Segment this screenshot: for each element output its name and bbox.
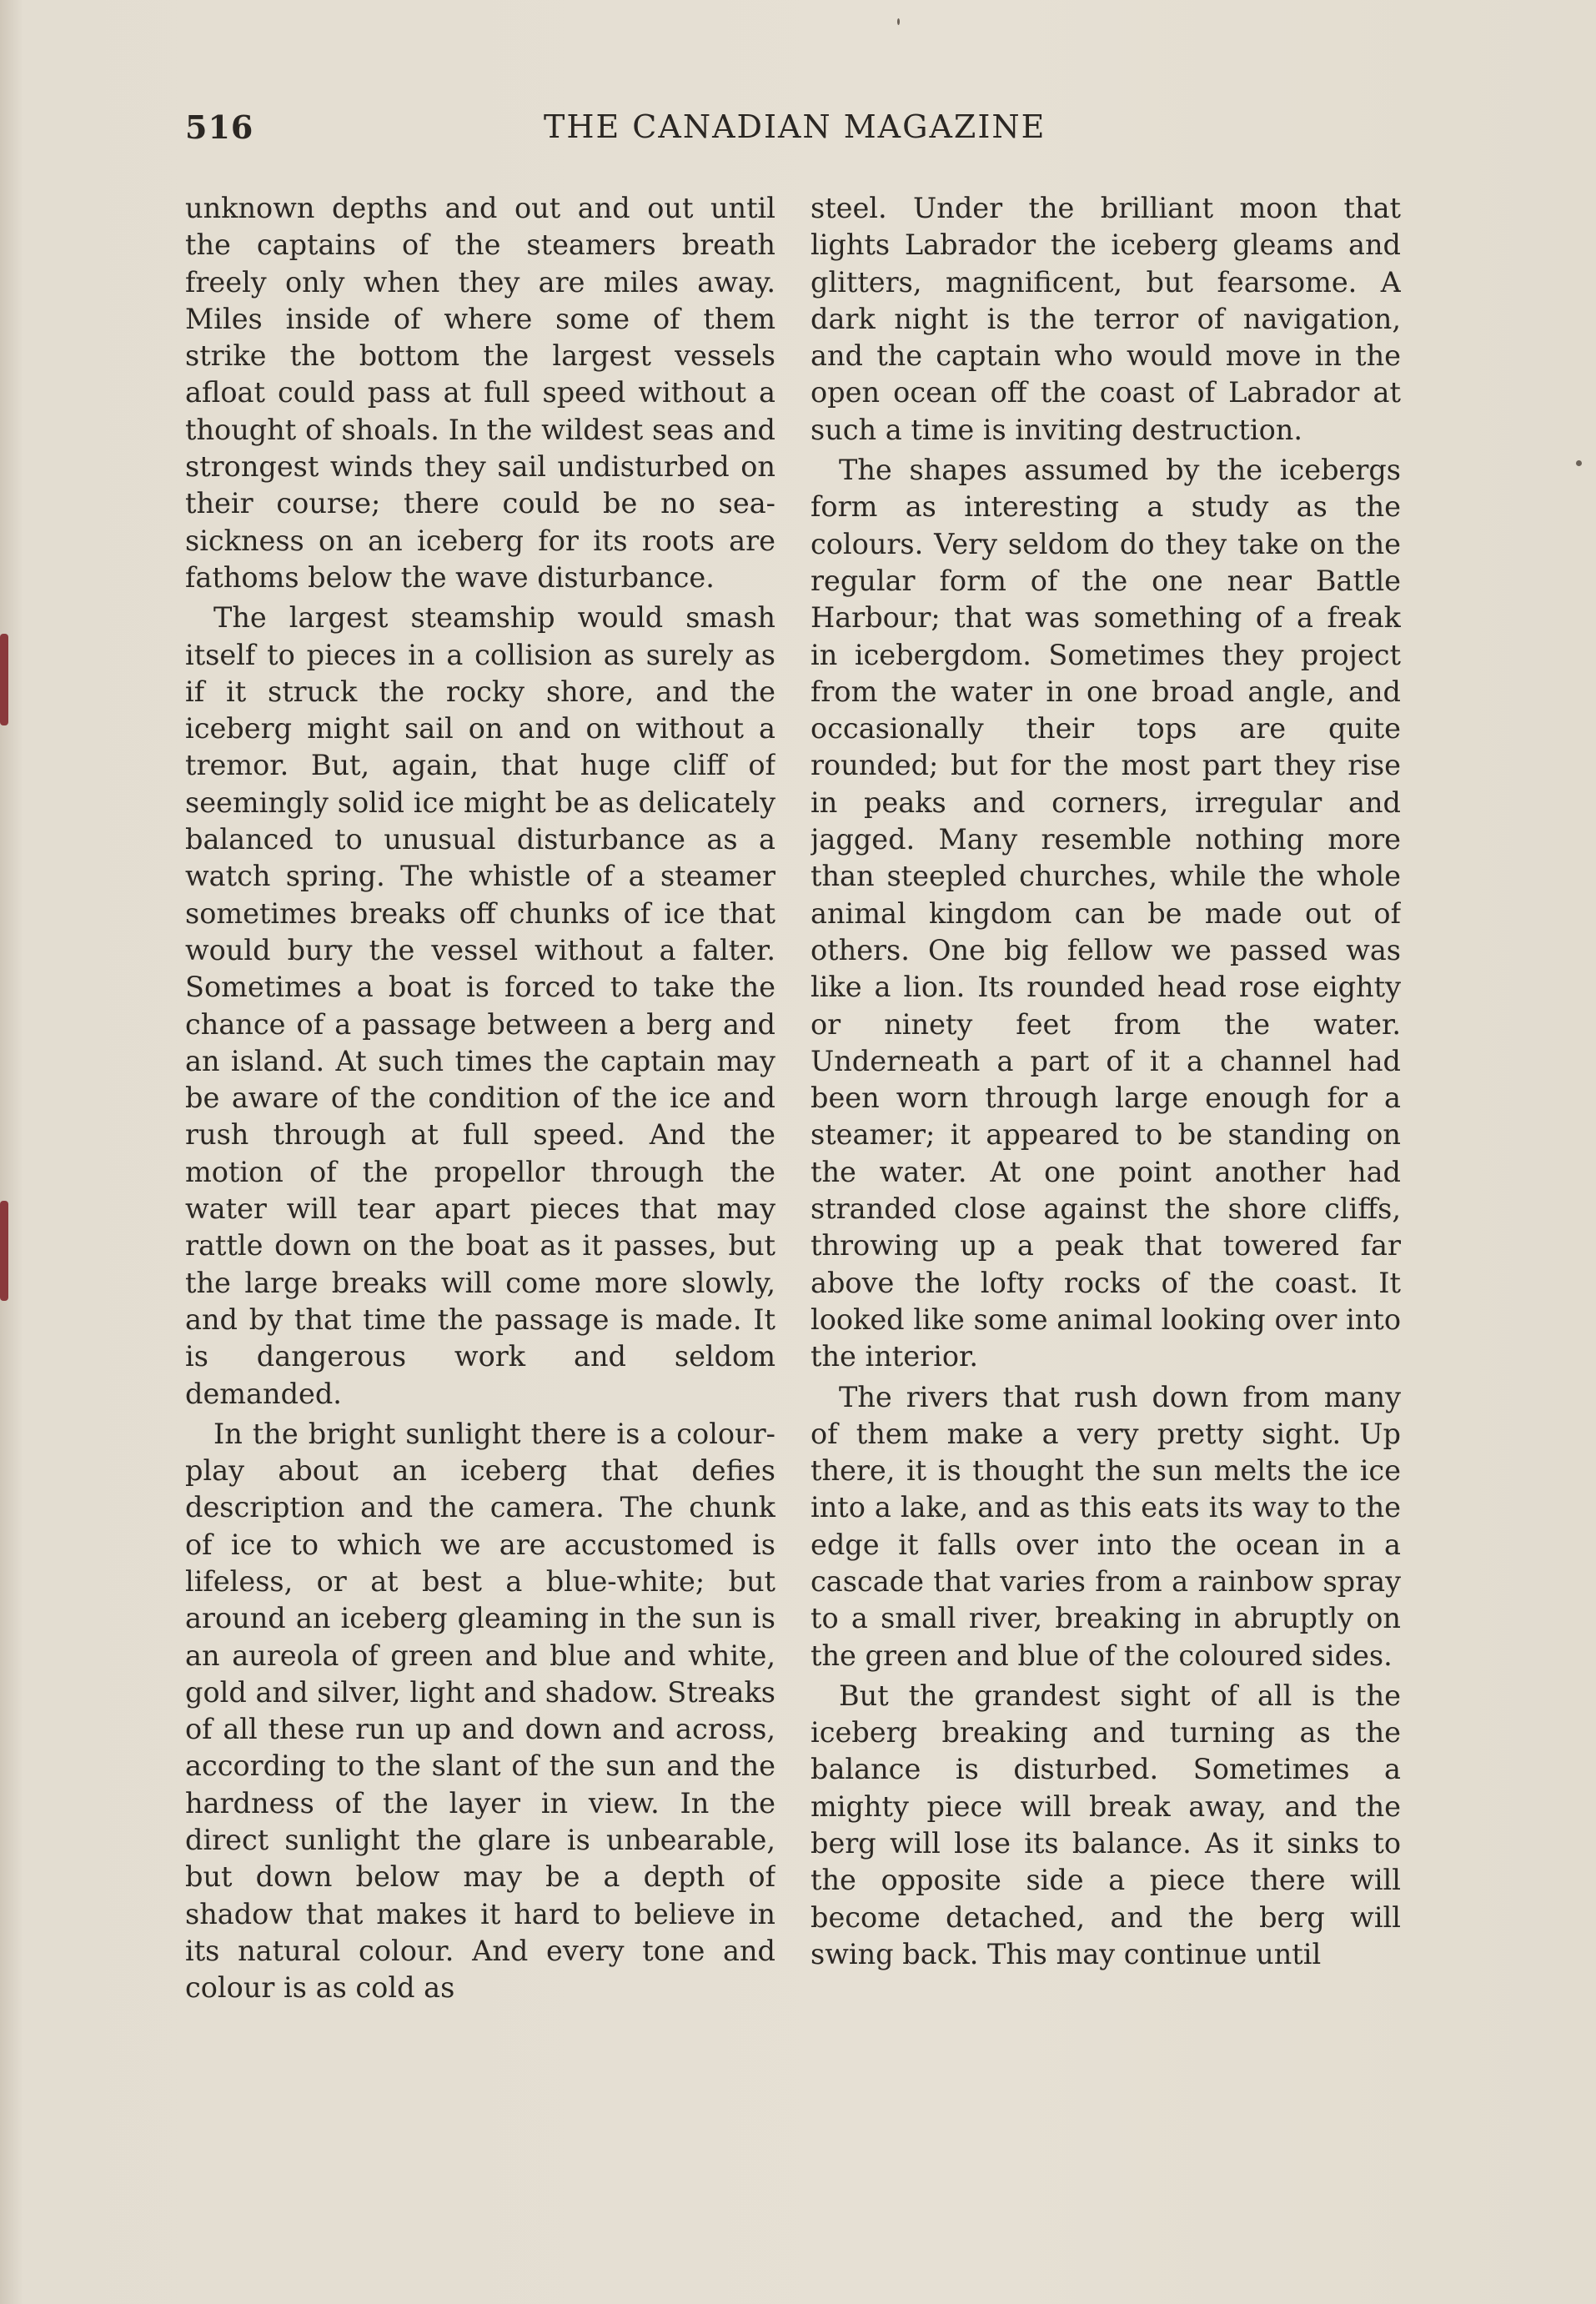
page-header xyxy=(185,108,1411,155)
paragraph: The shapes assumed by the icebergs form as interesting a study as the colours. Very seldom do they take on the regular form of the one near Battle Harbour; that was something of a freak in icebergdom. Sometimes they project from the water in one broad angle, and occasionally their tops are quite rounded; but for the most part they rise in peaks and corners, irregular and jagged. Many resemble nothing more than steepled churches, while the whole animal kingdom can be made out of others. One big fellow we passed was like a lion. Its rounded head rose eighty or ninety feet from the water. Underneath a part of it a channel had been worn through large enough for a steamer; it appeared to be standing on the water. At one point another had stranded close against the shore cliffs, throwing up a peak that towered far above the lofty rocks of the coast. It looked like some animal looking over into the interior. xyxy=(811,454,1401,1373)
page-edge-mark-bottom xyxy=(0,1201,8,1301)
paragraph: In the bright sunlight there is a colour-play about an iceberg that defies description and the camera. The chunk of ice to which we are accustomed is lifeless, or at best a blue-white; but around an iceberg gleaming in the sun is an aureola of green and blue and white, gold and silver, light and shadow. Streaks of all these run up and down and across, according to the slant of the sun and the hardness of the layer in view. In the direct sunlight the glare is unbearable, but down below may be a depth of shadow that makes it hard to believe in its natural colour. And every tone and colour is as cold as xyxy=(185,1417,775,2005)
page-number: 516 xyxy=(185,108,254,146)
paragraph: unknown depths and out and out until the captains of the steamers breath freely only when they are miles away. Miles inside of where some of them strike the bottom the largest vessels afloat could pass at full speed without a thought of shoals. In the wildest seas and strongest winds they sail undisturbed on their course; there could be no sea-sickness on an iceberg for its roots are fathoms below the wave disturbance. xyxy=(185,192,775,594)
page-edge-mark-top xyxy=(0,634,8,725)
paragraph: But the grandest sight of all is the iceberg breaking and turning as the balance is disturbed. Sometimes a mighty piece will break away, and the berg will lose its balance. As it sinks to the opposite side a piece there will become detached, and the berg will swing back. This may continue until xyxy=(811,1679,1401,1970)
paragraph: The largest steamship would smash itself to pieces in a collision as surely as if it struck the rocky shore, and the iceberg might sail on and on without a tremor. But, again, that huge cliff of seemingly solid ice might be as delicately balanced to unusual disturbance as a watch spring. The whistle of a steamer sometimes breaks off chunks of ice that would bury the vessel without a falter. Sometimes a boat is forced to take the chance of a passage between a berg and an island. At such times the captain may be aware of the condition of the ice and rush through at full speed. And the motion of the propellor through the water will tear apart pieces that may rattle down on the boat as it passes, but the large breaks will come more slowly, and by that time the passage is made. It is dangerous work and seldom demanded. xyxy=(185,601,775,1410)
paragraph: steel. Under the brilliant moon that lights Labrador the iceberg gleams and glitters, magnificent, but fearsome. A dark night is the terror of navigation, and the captain who would move in the open ocean off the coast of Labrador at such a time is inviting destruction. xyxy=(811,192,1401,446)
paragraph: The rivers that rush down from many of them make a very pretty sight. Up there, it is thought the sun melts the ice into a lake, and as this eats its way to the edge it falls over into the ocean in a cascade that varies from a rainbow spray to a small river, breaking in abruptly on the green and blue of the coloured sides. xyxy=(811,1380,1401,1672)
running-title: THE CANADIAN MAGAZINE xyxy=(544,108,1046,145)
paper-speck xyxy=(1576,460,1582,466)
paper-speck xyxy=(897,18,900,25)
right-column xyxy=(811,190,1401,2125)
left-column xyxy=(185,190,775,2125)
